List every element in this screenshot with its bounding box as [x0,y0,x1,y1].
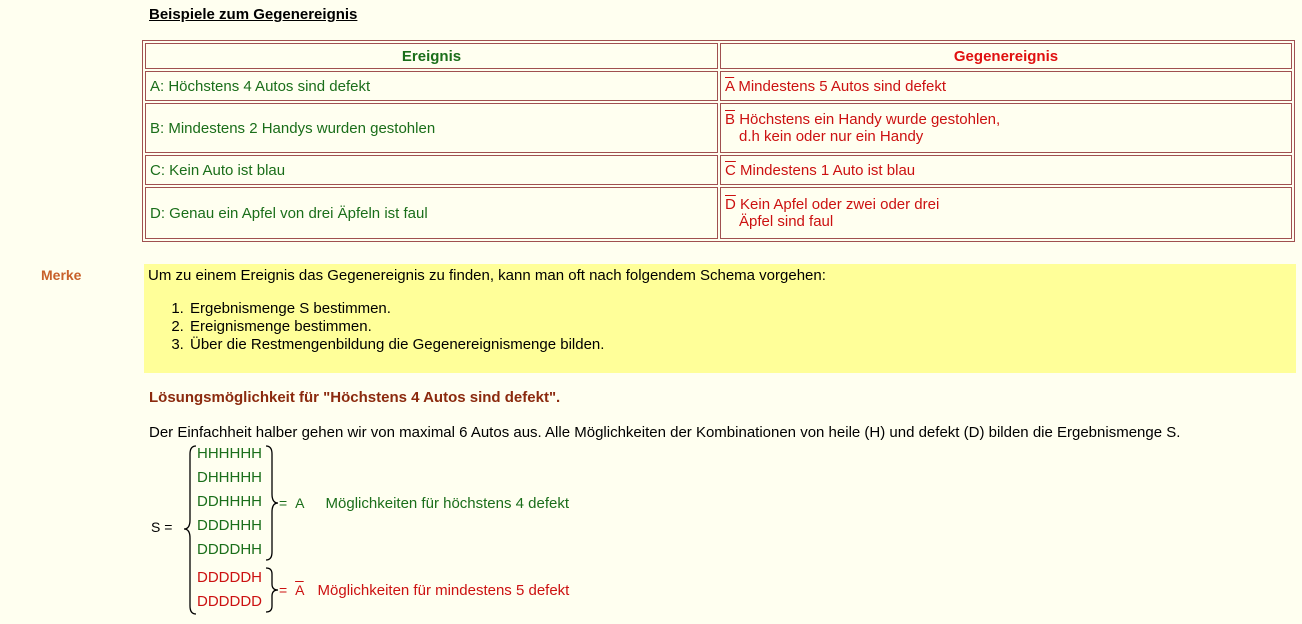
list-item: DDDDHH [197,541,262,558]
solution-title: Lösungsmöglichkeit für "Höchstens 4 Autos sind defekt". [149,389,561,406]
event-cell: D: Genau ein Apfel von drei Äpfeln ist faul [145,187,718,239]
header-event: Ereignis [145,43,718,69]
counter-text: Mindestens 1 Auto ist blau [740,161,916,179]
list-item: 2. Ereignismenge bestimmen. [188,318,604,336]
solution-text: Der Einfachheit halber gehen wir von maximal 6 Autos aus. Alle Möglichkeiten der Kombinationen von heile (H) und defekt (D) bilden die Ergebnismenge S. [149,424,1181,441]
event-cell: C: Kein Auto ist blau [145,155,718,185]
group-a-equation [279,495,569,512]
complement-symbol: $\overline{D}$ [725,196,736,213]
counter-text: Mindestens 5 Autos sind defekt [738,77,946,95]
counter-text-continued: Äpfel sind faul [739,213,834,230]
equals-sign: = [279,495,288,511]
right-brace-group-b [266,568,278,612]
event-cell: A: Höchstens 4 Autos sind defekt [145,71,718,101]
group-b-description: Möglichkeiten für mindestens 5 defekt [317,582,570,599]
list-item: DDDDDH [197,569,262,586]
group-b-items [197,566,262,614]
complement-symbol: $\overline{B}$ [725,111,736,128]
equals-sign: = [279,582,288,598]
group-b-equation [279,582,569,599]
counter-text: Kein Apfel oder zwei oder drei [740,196,940,213]
counter-text: Höchstens ein Handy wurde gestohlen, [739,111,1001,128]
list-item: 3. Über die Restmengenbildung die Gegenereignismenge bilden. [188,336,604,354]
list-item: DDHHHH [197,493,262,510]
list-item: DHHHHH [197,469,262,486]
header-counter-event: Gegenereignis [720,43,1292,69]
group-a-items [197,442,262,562]
complement-symbol: $\overline{C}$ [725,161,736,179]
page-heading: Beispiele zum Gegenereignis [149,6,358,23]
right-brace-group-a [266,446,278,560]
list-item: DDDHHH [197,517,262,534]
complement-symbol: $\overline{A}$ [295,582,304,598]
left-brace [184,446,196,614]
counter-text-continued: d.h kein oder nur ein Handy [739,128,924,145]
list-item: 1. Ergebnismenge S bestimmen. [188,300,604,318]
list-item: DDDDDD [197,593,262,610]
merke-intro: Um zu einem Ereignis das Gegenereignis zu finden, kann man oft nach folgendem Schema vorgehen: [148,267,826,284]
event-cell: B: Mindestens 2 Handys wurden gestohlen [145,103,718,153]
s-label: S = [151,519,173,535]
event-symbol: A [295,495,304,511]
list-item: HHHHHH [197,445,262,462]
group-a-description: Möglichkeiten für höchstens 4 defekt [325,495,570,512]
merke-label: Merke [41,267,82,283]
complement-symbol: $\overline{A}$ [725,77,735,95]
